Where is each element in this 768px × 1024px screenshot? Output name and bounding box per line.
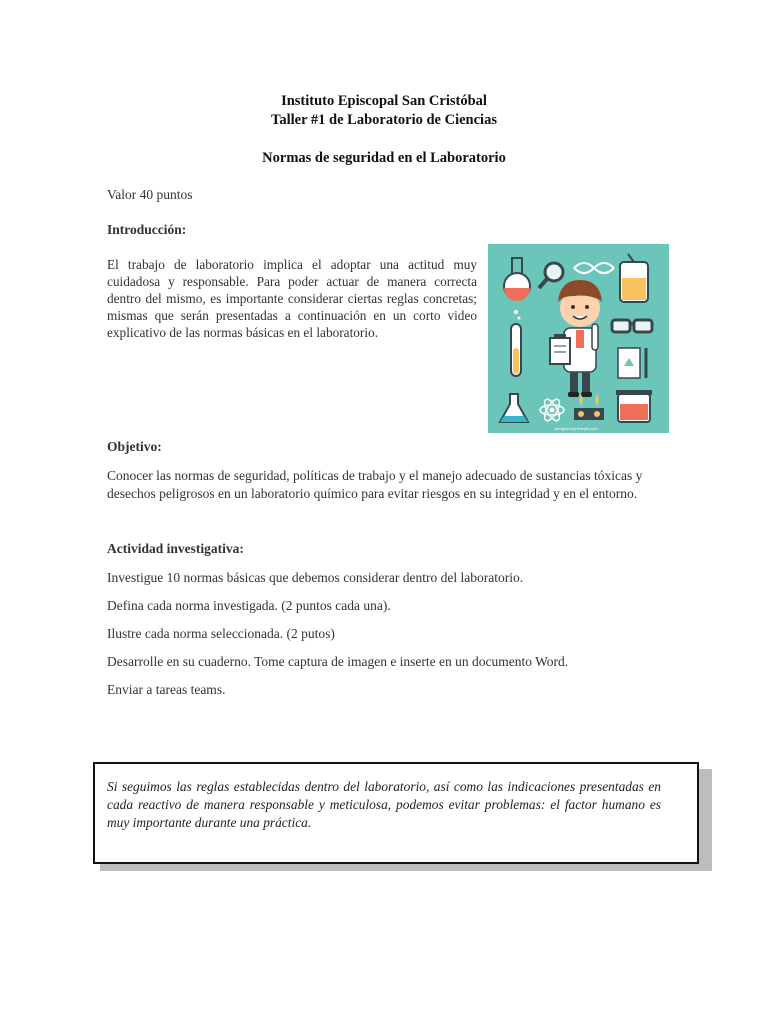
note-box (93, 762, 699, 864)
introduction-heading: Introducción: (107, 222, 187, 237)
points-value: Valor 40 puntos (107, 187, 193, 202)
institution-title: Instituto Episcopal San Cristóbal (281, 93, 487, 109)
jar-icon (616, 390, 652, 422)
activity-item: Defina cada norma investigada. (2 puntos cada una). (107, 598, 391, 613)
lab-scientist-illustration (488, 244, 669, 433)
beaker-icon (620, 254, 648, 302)
note-text: Si seguimos las reglas establecidas dentro del laboratorio, así como las indicaciones presentadas en cada reactivo de manera responsable y meticulosa, podemos evitar problemas: el factor humano es muy importante durante una práctica. (107, 779, 661, 830)
introduction-paragraph: El trabajo de laboratorio implica el adoptar una actitud muy cuidadosa y responsable. Para poder actuar de manera correcta dentro del mismo, es importante considerar ciertas reglas concretas; mismas que serán presentadas a continuación en un corto video explicativo de las normas básicas en el laboratorio. (107, 257, 477, 340)
topic-title: Normas de seguridad en el Laboratorio (262, 150, 506, 166)
activity-item: Desarrolle en su cuaderno. Tome captura de imagen e inserte en un documento Word. (107, 654, 569, 669)
workshop-title: Taller #1 de Laboratorio de Ciencias (271, 112, 497, 128)
objective-paragraph: Conocer las normas de seguridad, políticas de trabajo y el manejo adecuado de sustancias tóxicas y desechos peligrosos en un laboratorio químico para evitar riesgos en su integridad y en el entorno. (107, 468, 643, 501)
activity-item: Ilustre cada norma seleccionada. (2 putos) (107, 626, 335, 641)
activity-heading: Actividad investigativa: (107, 541, 244, 556)
objective-heading: Objetivo: (107, 439, 162, 454)
illustration-credit: designed by freepik.com (554, 426, 598, 431)
activity-item: Investigue 10 normas básicas que debemos considerar dentro del laboratorio. (107, 570, 524, 585)
activity-item: Enviar a tareas teams. (107, 682, 226, 697)
